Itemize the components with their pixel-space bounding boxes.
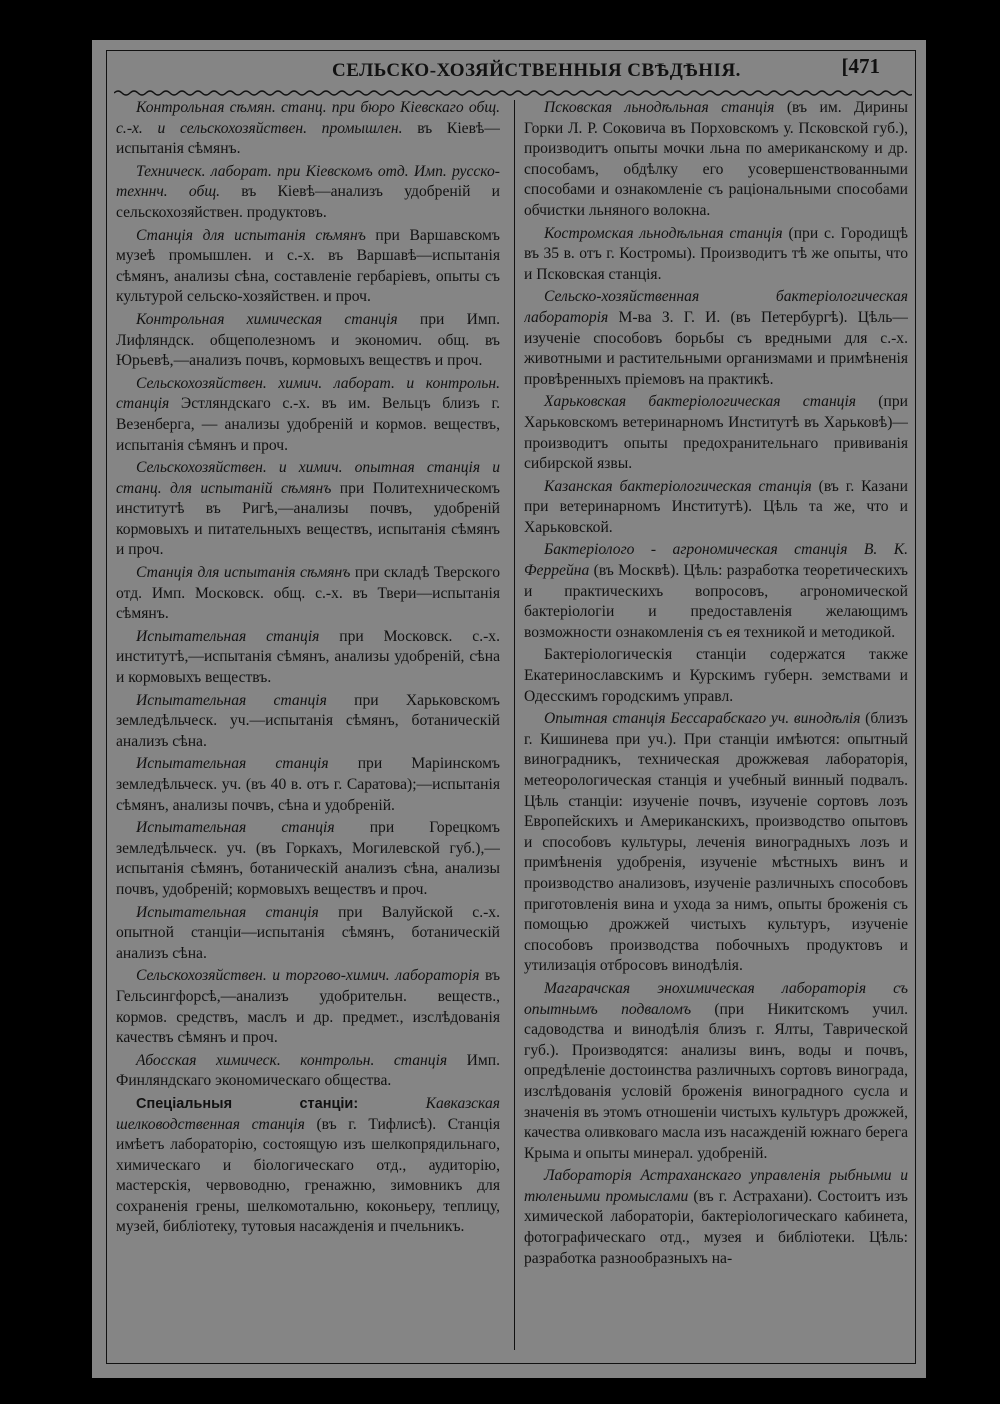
page-number: [471 (841, 54, 880, 78)
station-entry (116, 966, 500, 1048)
station-entry (116, 691, 500, 753)
station-name: Бактеріолого - агрономическая станція В. К. Феррейна (524, 541, 908, 580)
station-name: Костромская льнодѣльная станція (544, 224, 783, 242)
left-column (116, 98, 500, 1348)
station-name: Харьковская бактеріологическая станція (544, 393, 857, 411)
station-name: Испытательная станція (136, 627, 320, 645)
station-name: Испытательная станція (136, 819, 335, 837)
station-name: Испытательная станція (136, 691, 327, 709)
station-description: при Имп. Лифляндск. общеполезномъ и экономич. общ. въ Юрьевѣ,—анализъ почвъ, кормовыхъ веществъ и проч. (116, 310, 500, 370)
station-name: Техническ. лаборат. при Кіевскомъ отд. Имп. русско-техннч. общ. (116, 162, 500, 201)
station-description: при Горецкомъ земледѣльческ. уч. (въ Горкахъ, Могилевской губ.),—испытанія сѣмянъ, ботаническій анализъ сѣна, анализы почвъ, удобреній; кормовыхъ веществъ и проч. (116, 819, 500, 898)
station-entry (524, 979, 908, 1164)
station-name: Сельско-хозяйственная бактеріологическая лабораторія (524, 288, 908, 326)
station-entry (524, 1166, 908, 1269)
station-description: при Московск. с.-х. институтѣ,—испытанія сѣмянъ, анализы удобреній, сѣна и кормовыхъ веществъ. (116, 627, 500, 687)
station-entry (524, 477, 908, 539)
section-heading: Спеціальныя станціи: (136, 1095, 426, 1112)
station-name: Контрольная химическая станція (136, 310, 398, 328)
station-description: при Валуйской с.-х. опытной станціи—испытанія сѣмянъ, ботаническій анализъ сѣна. (116, 903, 500, 962)
station-name: Сельскохозяйствен. химич. лаборат. и контрольн. станція (116, 374, 500, 413)
station-description: (при Никитскомъ учил. садоводства и винодѣлія близъ г. Ялты, Таврической губ.). Производятся: анализы винъ, воды и почвъ, опредѣленіе достоинства различныхъ сортовъ винограда, изслѣдованія условій броженія виноградного сусла и значенія въ этомъ отношеніи чистыхъ культуръ дрожжей, качества оливковаго масла изъ насажденій южнаго берега Крыма и опыты минерал. удобреній. (524, 1000, 908, 1162)
station-description: (близъ г. Кишинева при уч.). При станціи имѣются: опытный виноградникъ, техническая дрожжевая лабораторія, метеорологическая станція и учебный винный подвалъ. Цѣль станціи: изученіе почвъ, изученіе сортовъ лозъ Европейскихъ и Американскихъ, производство опытовъ и способовъ культуры, леченія виноградныхъ лозъ и примѣненія удобренія, изученіе мѣстныхъ винъ и производство анализовъ, изученіе различныхъ способовъ приготовленія вина и ухода за нимъ, опыты броженія съ помощью дрожжей чистыхъ культуръ, изученіе способовъ производства побочныхъ продуктовъ и утилизація отбросовъ винодѣлія. (524, 710, 908, 975)
station-entry (524, 392, 908, 474)
station-description: при Маріинскомъ земледѣльческ. уч. (въ 40 в. отъ г. Саратова);—испытанія сѣмянъ, анализы почвъ, сѣна и удобреній. (116, 755, 500, 814)
column-divider (514, 100, 515, 1350)
station-description: (въ г. Казани при ветеринарномъ Институтѣ). Цѣль та же, что и Харьковской. (524, 477, 908, 536)
station-entry (116, 458, 500, 561)
station-description: Имп. Финляндскаго экономическаго общества. (116, 1051, 500, 1090)
station-entry (524, 224, 908, 286)
station-entry (524, 709, 908, 977)
station-name: Магарачская энохимическая лабораторія съ опытнымъ подваломъ (524, 979, 908, 1018)
station-description: (при с. Городищѣ въ 35 в. отъ г. Костромы). Производитъ тѣ же опыты, что и Псковская станція. (524, 224, 908, 283)
station-description: въ Кіевѣ—испытанія сѣмянъ. (116, 119, 500, 158)
station-name: Лабораторія Астраханскаго управленія рыбными и тюленьими промыслами (524, 1167, 908, 1205)
station-name: Опытная станція Бессарабскаго уч. винодѣлія (544, 710, 861, 728)
station-description: (въ г. Астрахани). Состоитъ изъ химической лабораторіи, бактеріологическаго кабинета, фотографическаго отд., музея и библіотеки. Цѣль: разработка разнообразныхъ на- (524, 1187, 908, 1267)
station-entry (524, 645, 908, 707)
station-name: Абосская химическ. контрольн. станція (136, 1051, 448, 1069)
station-entry (524, 287, 908, 390)
station-description: въ Гельсингфорсѣ,—анализъ удобрительн. веществ., кормов. средствъ, маслъ и др. предмет., изслѣдованія качествъ сѣмянъ и проч. (116, 967, 500, 1047)
station-name: Сельскохозяйствен. и химич. опытная станція и станц. для испытаній сѣмянъ (116, 459, 500, 497)
station-description: при Политехническомъ институтѣ въ Ригѣ,—анализы почвъ, удобреній кормовыхъ и питательныхъ веществъ, испытанія сѣмянъ и проч. (116, 479, 500, 559)
station-description: М-ва З. Г. И. (въ Петербургѣ). Цѣль—изученіе способовъ борьбы съ вредными для с.-х. животными и растительными организмами и примѣненія провѣренныхъ пріемовъ на практикѣ. (524, 308, 908, 388)
station-description: при Варшавскомъ музеѣ промышлен. и с.-х. въ Варшавѣ—испытанія сѣмянъ, анализы сѣна, составленіе гербаріевъ, опыты съ культурой сельско-хозяйствен. и проч. (116, 226, 500, 306)
station-name: Испытательная станція (136, 903, 319, 921)
station-description: при складѣ Тверского отд. Имп. Московск. общ. с.-х. въ Твери—испытанія сѣмянъ. (116, 564, 500, 623)
page-header (122, 52, 912, 92)
station-entry (116, 1094, 500, 1238)
station-entry (116, 627, 500, 689)
station-entry (524, 98, 908, 222)
station-description: (въ им. Дирины Горки Л. Р. Соковича въ Порховскомъ у. Псковской губ.), производитъ опыты мочки льна по американскому и др. способамъ, обдѣлку его усовершенствованными способами и ознакомленіе съ раціональными способами обчистки льняного волокна. (524, 99, 908, 219)
station-description: при Харьковскомъ земледѣльческ. уч.—испытанія сѣмянъ, ботаническій анализъ сѣна. (116, 691, 500, 750)
station-description: (въ Москвѣ). Цѣль: разработка теоретическихъ и практическихъ вопросовъ, агрономической бактеріологіи и предоставленія желающимъ возможности ознакомленія съ ея техникой и методикой. (524, 562, 908, 641)
station-name: Сельскохозяйствен. и торгово-химич. лабораторія (136, 967, 480, 985)
station-name: Казанская бактеріологическая станція (544, 477, 812, 495)
station-description: въ Кіевѣ—анализъ удобреній и сельскохозяйствен. продуктовъ. (116, 183, 500, 221)
station-entry (116, 98, 500, 160)
station-entry (116, 1051, 500, 1092)
station-entry (116, 226, 500, 308)
station-name: Кавказская шелководственная станція (116, 1094, 500, 1133)
page-title: СЕЛЬСКО-ХОЗЯЙСТВЕННЫЯ СВѢДѢНІЯ. (332, 60, 741, 81)
station-entry (116, 754, 500, 816)
book-page (92, 40, 926, 1378)
station-description: Бактеріологическія станціи содержатся также Екатеринославскимъ и Курскимъ губерн. земствами и Одесскимъ городскимъ управл. (524, 646, 908, 705)
station-name: Контрольная сѣмян. станц. при бюро Кіевскаго общ. с.-х. и сельскохозяйствен. промышлен. (116, 99, 500, 137)
station-description: (въ г. Тифлисѣ). Станція имѣетъ лабораторію, состоящую изъ шелкопрядильнаго, химическаго и біологическаго отд., аудиторію, мастерскія, червоводню, гренажню, зимовникъ для сохраненія грены, шелкомотальню, коконьеру, теплицу, музей, библіотеку, тутовыя насажденія и пчельникъ. (116, 1115, 500, 1236)
station-entry (524, 540, 908, 643)
station-name: Псковская льнодѣльная станція (544, 99, 775, 116)
station-entry (116, 563, 500, 625)
station-description: Эстляндскаго с.-х. въ им. Вельцъ близъ г. Везенберга, — анализы удобреній и кормов. веществъ, испытанія сѣмянъ и проч. (116, 395, 500, 454)
station-entry (116, 374, 500, 456)
station-name: Станція для испытанія сѣмянъ (136, 564, 351, 582)
station-entry (116, 903, 500, 965)
station-name: Испытательная станція (136, 755, 329, 773)
station-description: (при Харьковскомъ ветеринарномъ Институтѣ въ Харьковѣ)—производитъ опыты предохранительнаго прививанія сибирской язвы. (524, 393, 908, 473)
station-entry (116, 310, 500, 372)
station-name: Станція для испытанія сѣмянъ (136, 226, 366, 244)
right-column (524, 98, 908, 1348)
station-entry (116, 162, 500, 224)
station-entry (116, 818, 500, 900)
header-wave-rule (114, 88, 912, 98)
